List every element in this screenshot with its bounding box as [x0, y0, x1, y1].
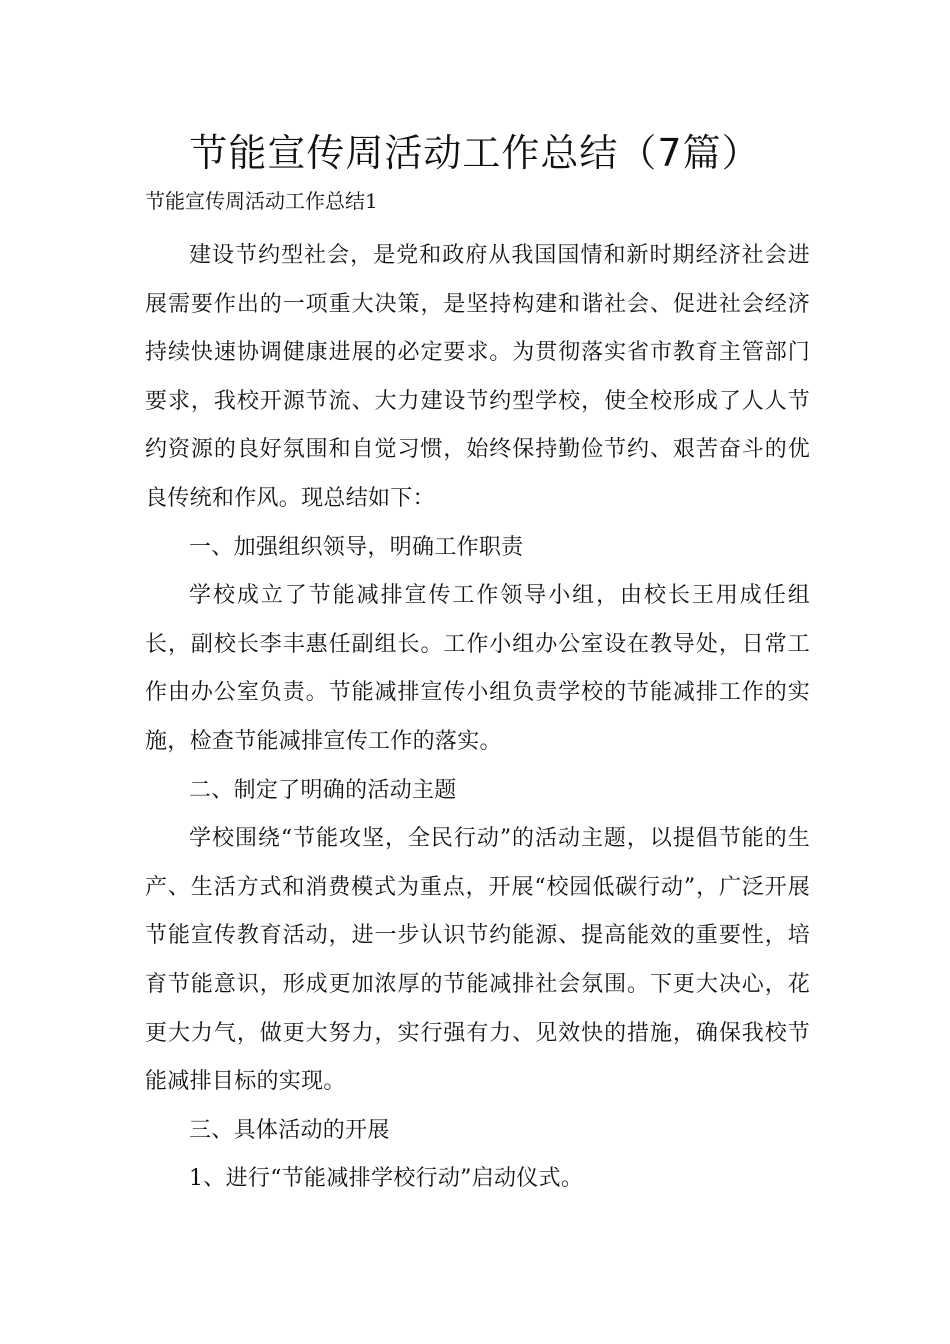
section-2-paragraph: 学校围绕“节能攻坚，全民行动”的活动主题，以提倡节能的生产、生活方式和消费模式为重点，开展“校园低碳行动”，广泛开展节能宣传教育活动，进一步认识节约能源、提高能效的重要性，培育节能意识，形成更加浓厚的节能减排社会氛围。下更大决心，花更大力气，做更大努力，实行强有力、见效快的措施，确保我校节能减排目标的实现。 [145, 826, 810, 1095]
section-heading-1: 一、加强组织领导，明确工作职责 [189, 534, 524, 560]
document-body [145, 232, 810, 1204]
section-heading-3: 三、具体活动的开展 [189, 1117, 390, 1143]
document-subtitle: 节能宣传周活动工作总结1 [145, 189, 378, 213]
document-title: 节能宣传周活动工作总结（7篇） [189, 131, 761, 175]
activity-item-1: 1、进行“节能减排学校行动”启动仪式。 [189, 1166, 584, 1192]
section-heading-2: 二、制定了明确的活动主题 [189, 777, 457, 803]
section-1-paragraph: 学校成立了节能减排宣传工作领导小组，由校长王用成任组长，副校长李丰惠任副组长。工作小组办公室设在教导处，日常工作由办公室负责。节能减排宣传小组负责学校的节能减排工作的实施，检查节能减排宣传工作的落实。 [145, 583, 810, 754]
intro-paragraph: 建设节约型社会，是党和政府从我国国情和新时期经济社会进展需要作出的一项重大决策，是坚持构建和谐社会、促进社会经济持续快速协调健康进展的必定要求。为贯彻落实省市教育主管部门要求，我校开源节流、大力建设节约型学校，使全校形成了人人节约资源的良好氛围和自觉习惯，始终保持勤俭节约、艰苦奋斗的优良传统和作风。现总结如下： [145, 243, 810, 511]
